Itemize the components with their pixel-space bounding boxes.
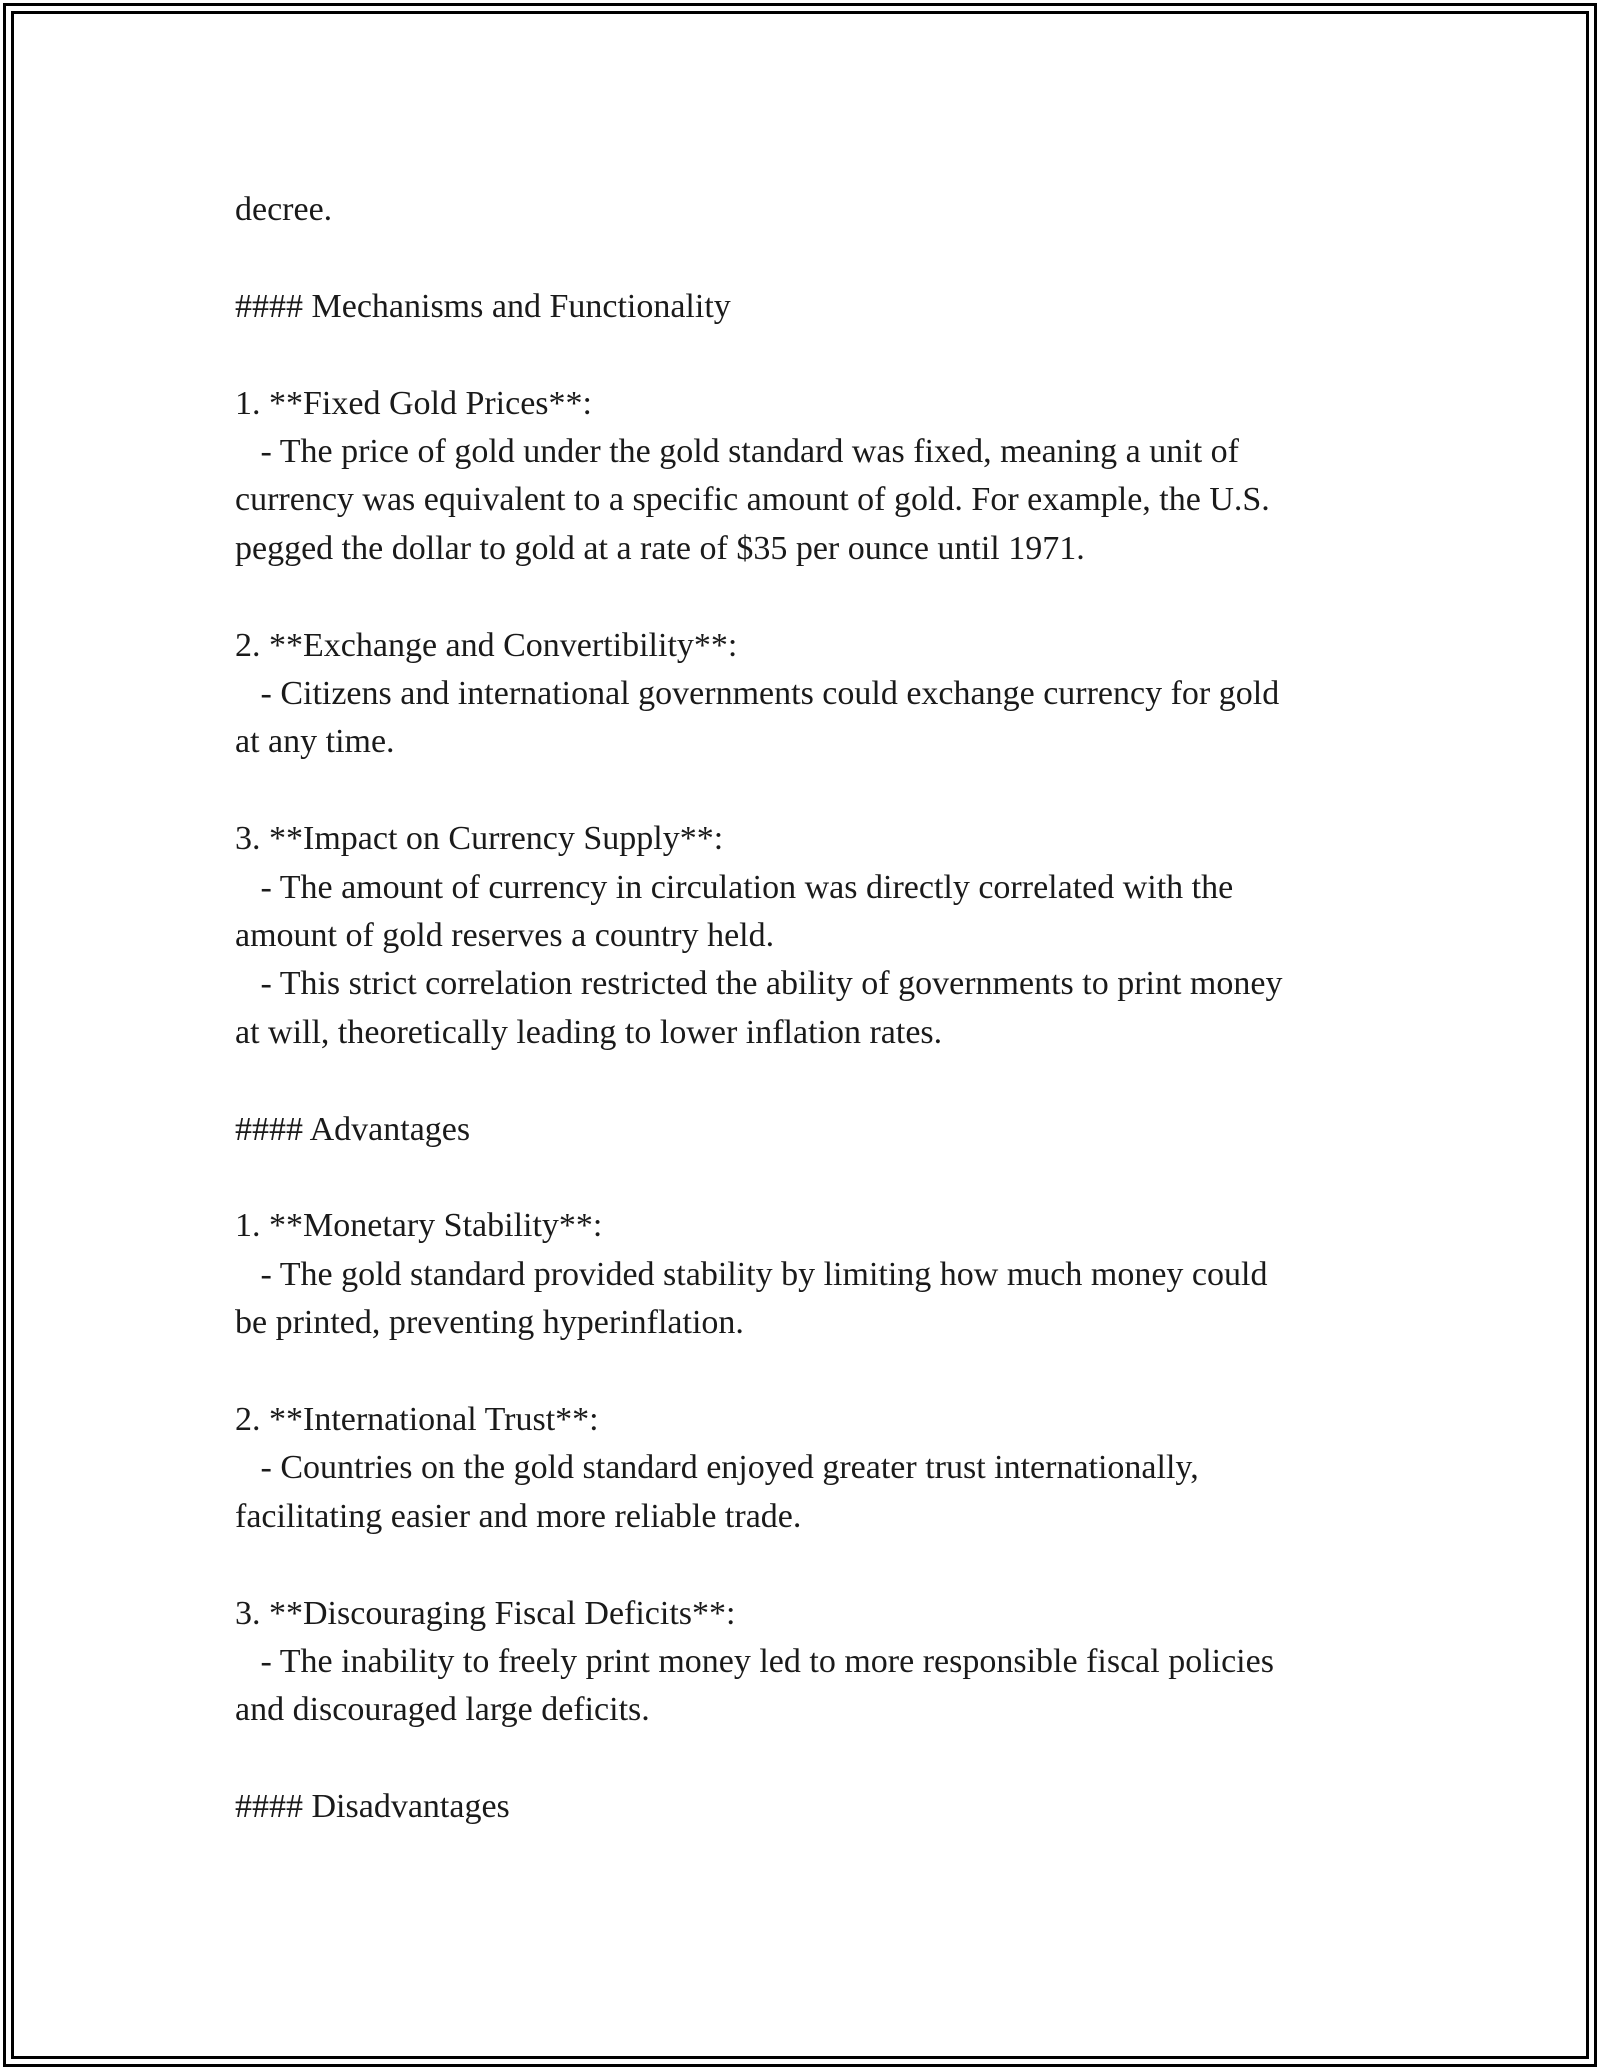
list-item-heading: 3. **Discouraging Fiscal Deficits**:: [235, 1594, 736, 1632]
blank-line: [235, 1154, 1385, 1202]
text-line: - The price of gold under the gold standard was fixed, meaning a unit of: [235, 433, 1239, 470]
text-line: - This strict correlation restricted the ability of governments to print money: [235, 965, 1283, 1003]
text-line: pegged the dollar to gold at a rate of $35 per ounce until 1971.: [235, 529, 1085, 567]
text-line: facilitating easier and more reliable trade.: [235, 1497, 802, 1535]
blank-line: [235, 573, 1385, 621]
section-heading-advantages: #### Advantages: [235, 1110, 471, 1148]
text-line: currency was equivalent to a specific amount of gold. For example, the U.S.: [235, 481, 1270, 519]
blank-line: [235, 767, 1385, 815]
list-item-heading: 2. **Exchange and Convertibility**:: [235, 626, 738, 664]
list-item-heading: 3. **Impact on Currency Supply**:: [235, 820, 724, 858]
text-line: and discouraged large deficits.: [235, 1691, 650, 1729]
list-item-heading: 1. **Fixed Gold Prices**:: [235, 384, 592, 422]
text-line: be printed, preventing hyperinflation.: [235, 1304, 744, 1342]
blank-line: [235, 1735, 1385, 1783]
blank-line: [235, 234, 1385, 282]
blank-line: [235, 331, 1385, 379]
text-line: - Countries on the gold standard enjoyed greater trust internationally,: [235, 1449, 1199, 1487]
list-item-heading: 1. **Monetary Stability**:: [235, 1207, 603, 1245]
text-line: at any time.: [235, 723, 395, 761]
document-body: [235, 186, 1385, 1832]
text-line: amount of gold reserves a country held.: [235, 917, 775, 955]
text-line: - The inability to freely print money led to more responsible fiscal policies: [235, 1643, 1274, 1681]
text-line: at will, theoretically leading to lower inflation rates.: [235, 1013, 943, 1051]
text-line: - The gold standard provided stability by limiting how much money could: [235, 1255, 1268, 1293]
blank-line: [235, 1057, 1385, 1105]
blank-line: [235, 1348, 1385, 1396]
section-heading-mechanisms: #### Mechanisms and Functionality: [235, 287, 731, 325]
list-item-heading: 2. **International Trust**:: [235, 1401, 599, 1439]
blank-line: [235, 1541, 1385, 1589]
text-line: - The amount of currency in circulation was directly correlated with the: [235, 868, 1234, 906]
text-line: - Citizens and international governments could exchange currency for gold: [235, 675, 1280, 713]
text-line: decree.: [235, 191, 333, 228]
section-heading-disadvantages: #### Disadvantages: [235, 1788, 510, 1826]
